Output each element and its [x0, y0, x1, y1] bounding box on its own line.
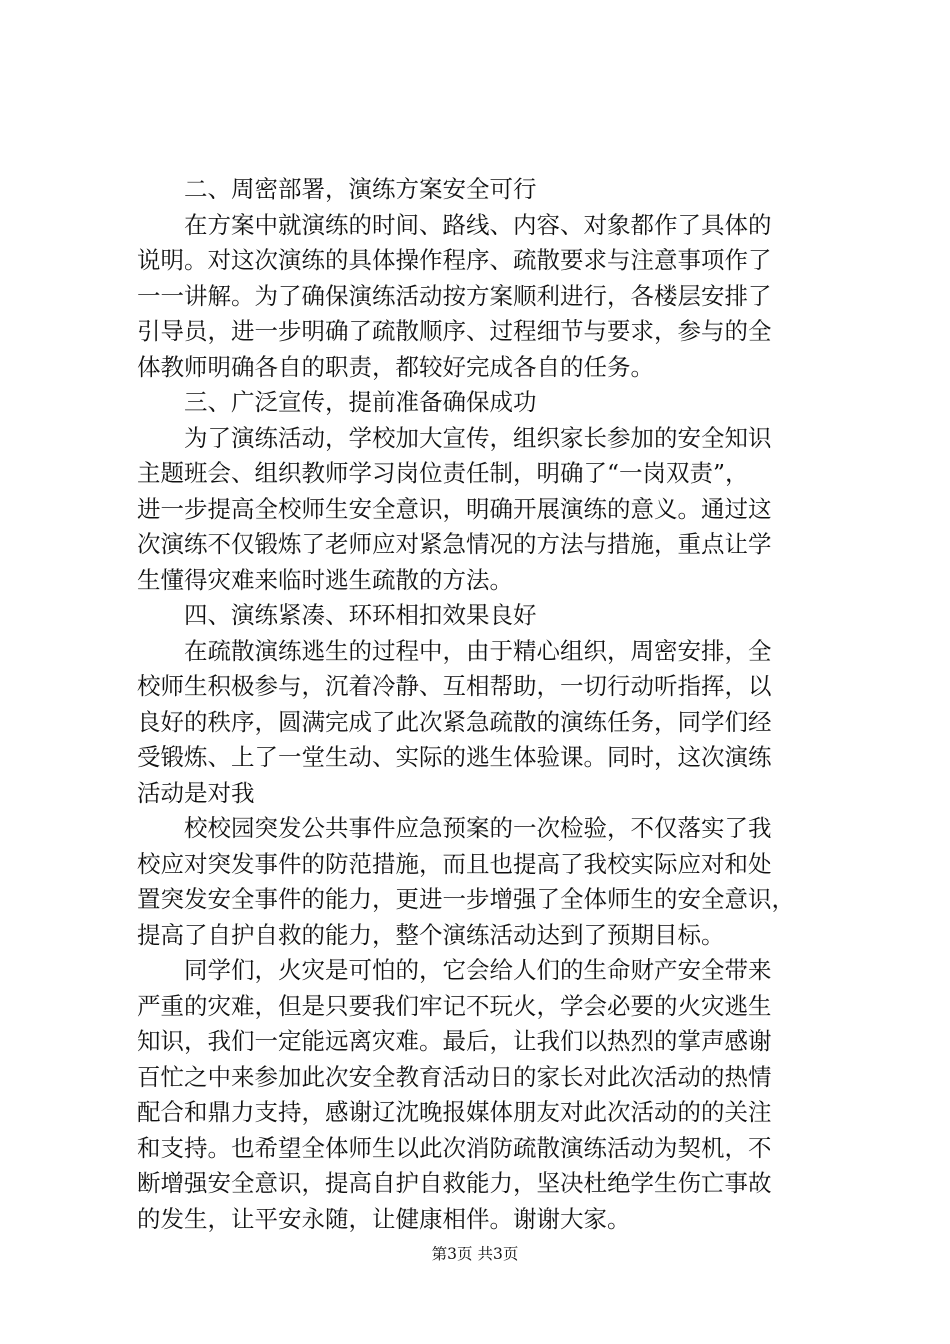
- paragraph-line: 次演练不仅锻炼了老师应对紧急情况的方法与措施，重点让学: [137, 530, 772, 558]
- paragraph-line: 说明。对这次演练的具体操作程序、疏散要求与注意事项作了: [137, 246, 772, 274]
- paragraph-line: 进一步提高全校师生安全意识，明确开展演练的意义。通过这: [137, 494, 772, 523]
- section-heading-2: 二、周密部署，演练方案安全可行: [184, 175, 537, 203]
- paragraph-line: 在疏散演练逃生的过程中，由于精心组织，周密安排，全: [184, 636, 772, 665]
- section-heading-3: 三、广泛宣传，提前准备确保成功: [184, 388, 537, 416]
- paragraph-line: 严重的灾难，但是只要我们牢记不玩火，学会必要的火灾逃生: [137, 991, 772, 1020]
- paragraph-line: 为了演练活动，学校加大宣传，组织家长参加的安全知识: [184, 423, 772, 452]
- paragraph-line: 体教师明确各自的职责，都较好完成各自的任务。: [137, 352, 654, 381]
- paragraph-line: 受锻炼、上了一堂生动、实际的逃生体验课。同时，这次演练: [137, 743, 772, 771]
- paragraph-line: 校校园突发公共事件应急预案的一次检验，不仅落实了我: [184, 814, 772, 842]
- section-heading-4: 四、演练紧凑、环环相扣效果良好: [184, 601, 537, 629]
- paragraph-line: 校师生积极参与，沉着冷静、互相帮助，一切行动听指挥，以: [137, 672, 772, 700]
- paragraph-line: 配合和鼎力支持，感谢辽沈晚报媒体朋友对此次活动的的关注: [137, 1098, 772, 1126]
- paragraph-line: 活动是对我: [137, 778, 255, 807]
- document-body: [137, 172, 827, 1237]
- paragraph-line: 主题班会、组织教师学习岗位责任制，明确了“一岗双责”，: [137, 459, 749, 487]
- paragraph-line: 良好的秩序，圆满完成了此次紧急疏散的演练任务，同学们经: [137, 707, 772, 736]
- paragraph-line: 校应对突发事件的防范措施，而且也提高了我校实际应对和处: [137, 849, 772, 878]
- paragraph-line: 知识，我们一定能远离灾难。最后，让我们以热烈的掌声感谢: [137, 1027, 772, 1055]
- paragraph-line: 和支持。也希望全体师生以此次消防疏散演练活动为契机，不: [137, 1133, 772, 1162]
- paragraph-line: 引导员，进一步明确了疏散顺序、过程细节与要求，参与的全: [137, 317, 772, 345]
- paragraph-line: 同学们，火灾是可怕的，它会给人们的生命财产安全带来: [184, 956, 772, 984]
- paragraph-line: 的发生，让平安永随，让健康相伴。谢谢大家。: [137, 1204, 631, 1233]
- paragraph-line: 提高了自护自救的能力，整个演练活动达到了预期目标。: [137, 920, 725, 949]
- paragraph-line: 置突发安全事件的能力，更进一步增强了全体师生的安全意识，: [137, 885, 795, 913]
- page-number-label: 第3页 共3页: [431, 1245, 519, 1263]
- page-footer: [0, 1244, 950, 1264]
- paragraph-line: 在方案中就演练的时间、路线、内容、对象都作了具体的: [184, 210, 772, 239]
- paragraph-line: 断增强安全意识，提高自护自救能力，坚决杜绝学生伤亡事故: [137, 1169, 772, 1197]
- paragraph-line: 生懂得灾难来临时逃生疏散的方法。: [137, 565, 513, 594]
- paragraph-line: 百忙之中来参加此次安全教育活动日的家长对此次活动的热情: [137, 1062, 772, 1091]
- paragraph-line: 一一讲解。为了确保演练活动按方案顺利进行，各楼层安排了: [137, 281, 772, 310]
